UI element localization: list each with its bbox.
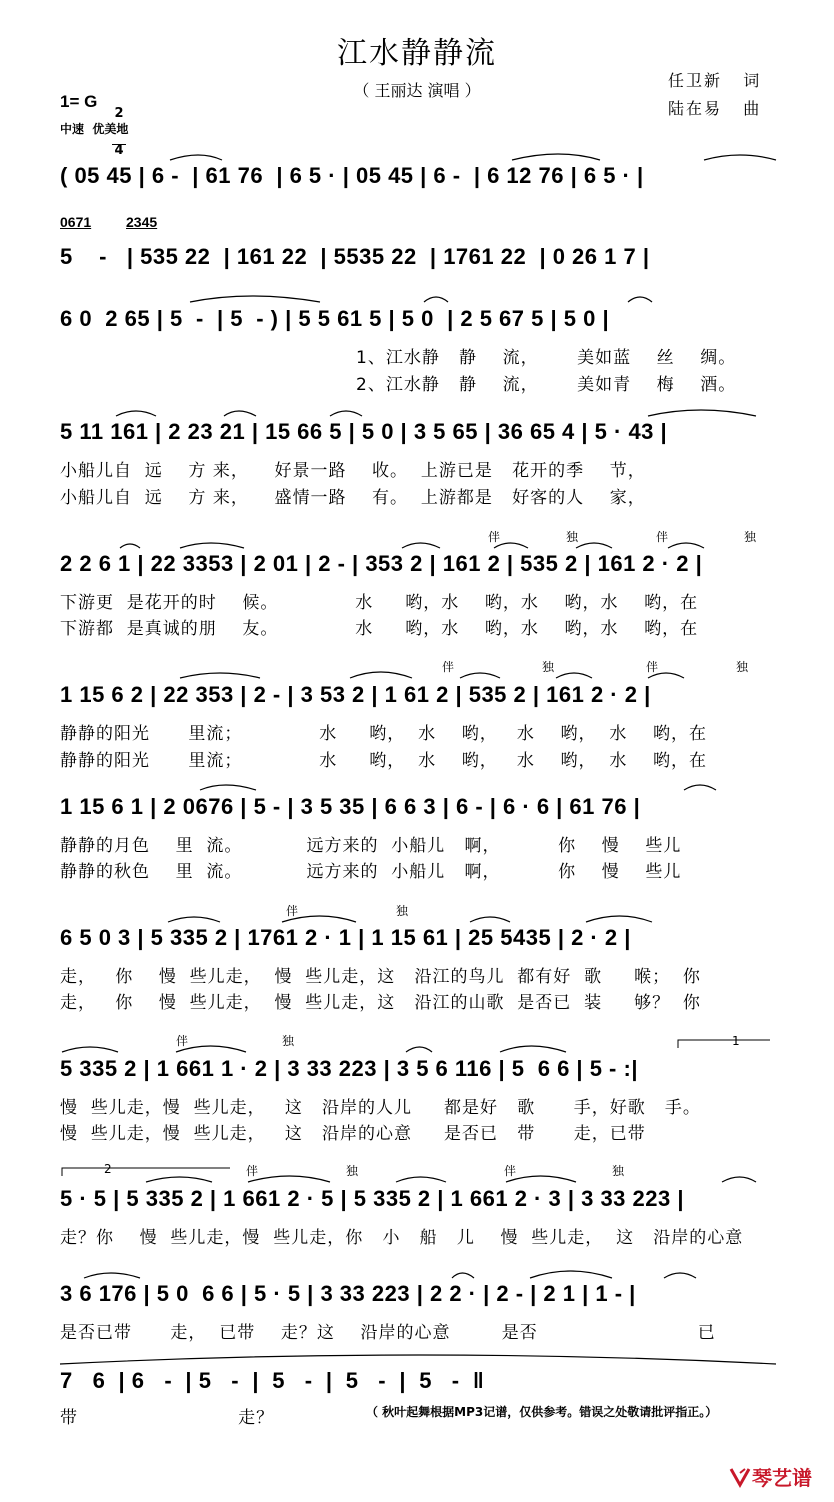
tempo-marking: 中速 优美地	[60, 122, 129, 136]
accomp-mark: 伴	[286, 904, 299, 918]
slur	[406, 1047, 432, 1052]
accomp-mark: 伴	[442, 660, 455, 674]
staff-row-1: ( 05 45 | 6 - | 61 76 | 6 5 · | 05 45 | 6 - | 6 12 76 | 6 5 · |	[60, 163, 644, 188]
staff-row-5: 2 2 6 1 | 22 3353 | 2 01 | 2 - | 353 2 | 161 2 | 535 2 | 161 2 · 2 |	[60, 551, 703, 576]
slur	[628, 297, 652, 302]
song-title: 江水静静流	[337, 36, 497, 71]
staff-row-12: 7 6 | 6 - | 5 - | 5 - | 5 - | 5 - ‖	[60, 1368, 485, 1393]
staff-row-8: 6 5 0 3 | 5 335 2 | 1761 2 · 1 | 1 15 61 | 25 5435 | 2 · 2 |	[60, 925, 631, 950]
slur	[506, 1176, 576, 1182]
slur	[460, 673, 500, 678]
slur	[120, 544, 140, 548]
lyric-row-5-verse-1: 下游更 是花开的时 候。 水 哟，水 哟，水 哟，水 哟，在	[60, 593, 699, 613]
slur	[722, 1177, 756, 1182]
slur	[180, 543, 244, 548]
lyric-row-4-verse-2: 小船儿自 远 方 来， 盛情一路 有。 上游都是 好客的人 家，	[60, 488, 646, 508]
slur	[452, 1273, 474, 1278]
solo-mark: 独	[566, 530, 579, 544]
volta-first-bracket	[678, 1040, 770, 1048]
slur	[224, 411, 256, 416]
lyric-row-10: 走？你 慢 些儿走，慢 些儿走，你 小 船 儿 慢 些儿走， 这 沿岸的心意	[60, 1228, 744, 1248]
transcription-footnote: （ 秋叶起舞根据MP3记谱，仅供参考。错误之处敬请批评指正。）	[366, 1405, 718, 1419]
slur	[500, 1046, 566, 1052]
staff-row-4: 5 11 161 | 2 23 21 | 15 66 5 | 5 0 | 3 5 65 | 36 65 4 | 5 · 43 |	[60, 419, 668, 444]
lyric-row-7-verse-1: 静静的月色 里 流。 远方来的 小船儿 啊， 你 慢 些儿	[60, 836, 682, 856]
slur	[190, 296, 320, 302]
accomp-mark: 伴	[176, 1034, 189, 1048]
lyric-row-8-verse-1: 走， 你 慢 些儿走， 慢 些儿走，这 沿江的鸟儿 都有好 歌 喉； 你	[60, 967, 701, 987]
lyric-row-11: 是否已带 走， 已带 走？这 沿岸的心意 是否 已	[60, 1323, 716, 1343]
lyric-row-3-verse-2: 2、江水静 静 流， 美如青 梅 酒。	[356, 375, 737, 395]
accomp-mark: 伴	[646, 660, 659, 674]
slur	[664, 1273, 696, 1278]
lyric-row-5-verse-2: 下游都 是真诚的朋 友。 水 哟，水 哟，水 哟，水 哟，在	[60, 619, 699, 639]
slur	[556, 673, 592, 678]
staff-row-3: 6 0 2 65 | 5 - | 5 - ) | 5 5 61 5 | 5 0 | 2 5 67 5 | 5 0 |	[60, 306, 610, 331]
slur	[84, 1273, 140, 1278]
watermark-text: 琴艺谱	[752, 1466, 812, 1490]
slur	[396, 1177, 446, 1182]
key-signature: 1= G	[60, 92, 98, 111]
slur	[402, 543, 440, 548]
lyric-row-9-verse-1: 慢 些儿走，慢 些儿走， 这 沿岸的人儿 都是好 歌 手，好歌 手。	[60, 1098, 701, 1118]
solo-mark: 独	[612, 1164, 625, 1178]
time-denominator: 4	[112, 144, 126, 157]
staff-row-6: 1 15 6 2 | 22 353 | 2 - | 3 53 2 | 1 61 2 | 535 2 | 161 2 · 2 |	[60, 682, 651, 707]
song-subtitle: （ 王丽达 演唱 ）	[353, 81, 481, 100]
lyric-row-9-verse-2: 慢 些儿走，慢 些儿走， 这 沿岸的心意 是否已 带 走，已带	[60, 1124, 646, 1144]
accomp-mark: 伴	[656, 530, 669, 544]
slur	[170, 155, 222, 160]
staff-row-11: 3 6 176 | 5 0 6 6 | 5 · 5 | 3 33 223 | 2 2 · | 2 - | 2 1 | 1 - |	[60, 1281, 636, 1306]
volta-first-label: 1	[732, 1034, 740, 1048]
solo-mark: 独	[396, 904, 409, 918]
intro-small-notes-a: 0671	[60, 214, 92, 230]
slur	[180, 673, 260, 678]
accomp-mark: 伴	[504, 1164, 517, 1178]
slur	[282, 916, 356, 922]
slur	[704, 155, 776, 160]
slur	[116, 411, 156, 416]
lyric-row-12: 带 走？	[60, 1408, 275, 1428]
tie	[60, 1355, 776, 1364]
slur	[176, 1046, 246, 1052]
lyric-row-7-verse-2: 静静的秋色 里 流。 远方来的 小船儿 啊， 你 慢 些儿	[60, 862, 682, 882]
solo-mark: 独	[346, 1164, 359, 1178]
slur	[470, 917, 510, 922]
staff-row-10: 5 · 5 | 5 335 2 | 1 661 2 · 5 | 5 335 2 | 1 661 2 · 3 | 3 33 223 |	[60, 1186, 685, 1211]
slur	[200, 785, 256, 790]
composer-credit: 陆在易 曲	[668, 99, 762, 118]
slur	[146, 1177, 212, 1182]
staff-row-2: 5 - | 535 22 | 161 22 | 5535 22 | 1761 22 | 0 26 1 7 |	[60, 244, 650, 269]
solo-mark: 独	[736, 660, 749, 674]
slur	[330, 411, 362, 416]
lyric-row-3-verse-1: 1、江水静 静 流， 美如蓝 丝 绸。	[356, 348, 737, 368]
slur	[530, 1271, 612, 1278]
slur	[648, 673, 684, 678]
slur	[648, 410, 756, 416]
volta-second-bracket	[62, 1168, 230, 1176]
time-numerator: 2	[114, 106, 124, 121]
slur	[512, 154, 600, 160]
staff-row-7: 1 15 6 1 | 2 0676 | 5 - | 3 5 35 | 6 6 3 | 6 - | 6 · 6 | 61 76 |	[60, 794, 641, 819]
slur	[586, 916, 652, 922]
slur	[168, 917, 220, 922]
solo-mark: 独	[744, 530, 757, 544]
slur	[424, 297, 448, 302]
solo-mark: 独	[542, 660, 555, 674]
slur	[248, 1176, 330, 1182]
solo-mark: 独	[282, 1034, 295, 1048]
slur	[494, 543, 528, 548]
lyric-row-6-verse-2: 静静的阳光 里流； 水 哟， 水 哟， 水 哟， 水 哟，在	[60, 751, 707, 771]
slur	[62, 1047, 118, 1052]
staff-row-9: 5 335 2 | 1 661 1 · 2 | 3 33 223 | 3 5 6 116 | 5 6 6 | 5 - :|	[60, 1056, 638, 1081]
lyric-row-8-verse-2: 走， 你 慢 些儿走， 慢 些儿走，这 沿江的山歌 是否已 装 够？ 你	[60, 993, 701, 1013]
slur	[668, 543, 704, 548]
intro-small-notes-b: 2345	[126, 214, 158, 230]
accomp-mark: 伴	[488, 530, 501, 544]
lyric-row-6-verse-1: 静静的阳光 里流； 水 哟， 水 哟， 水 哟， 水 哟，在	[60, 724, 707, 744]
accomp-mark: 伴	[246, 1164, 259, 1178]
lyricist-credit: 任卫新 词	[668, 71, 762, 90]
lyric-row-4-verse-1: 小船儿自 远 方 来， 好景一路 收。 上游已是 花开的季 节，	[60, 461, 646, 481]
slur	[684, 785, 716, 790]
slur	[576, 543, 612, 548]
volta-second-label: 2	[104, 1162, 112, 1176]
slur	[350, 672, 412, 678]
